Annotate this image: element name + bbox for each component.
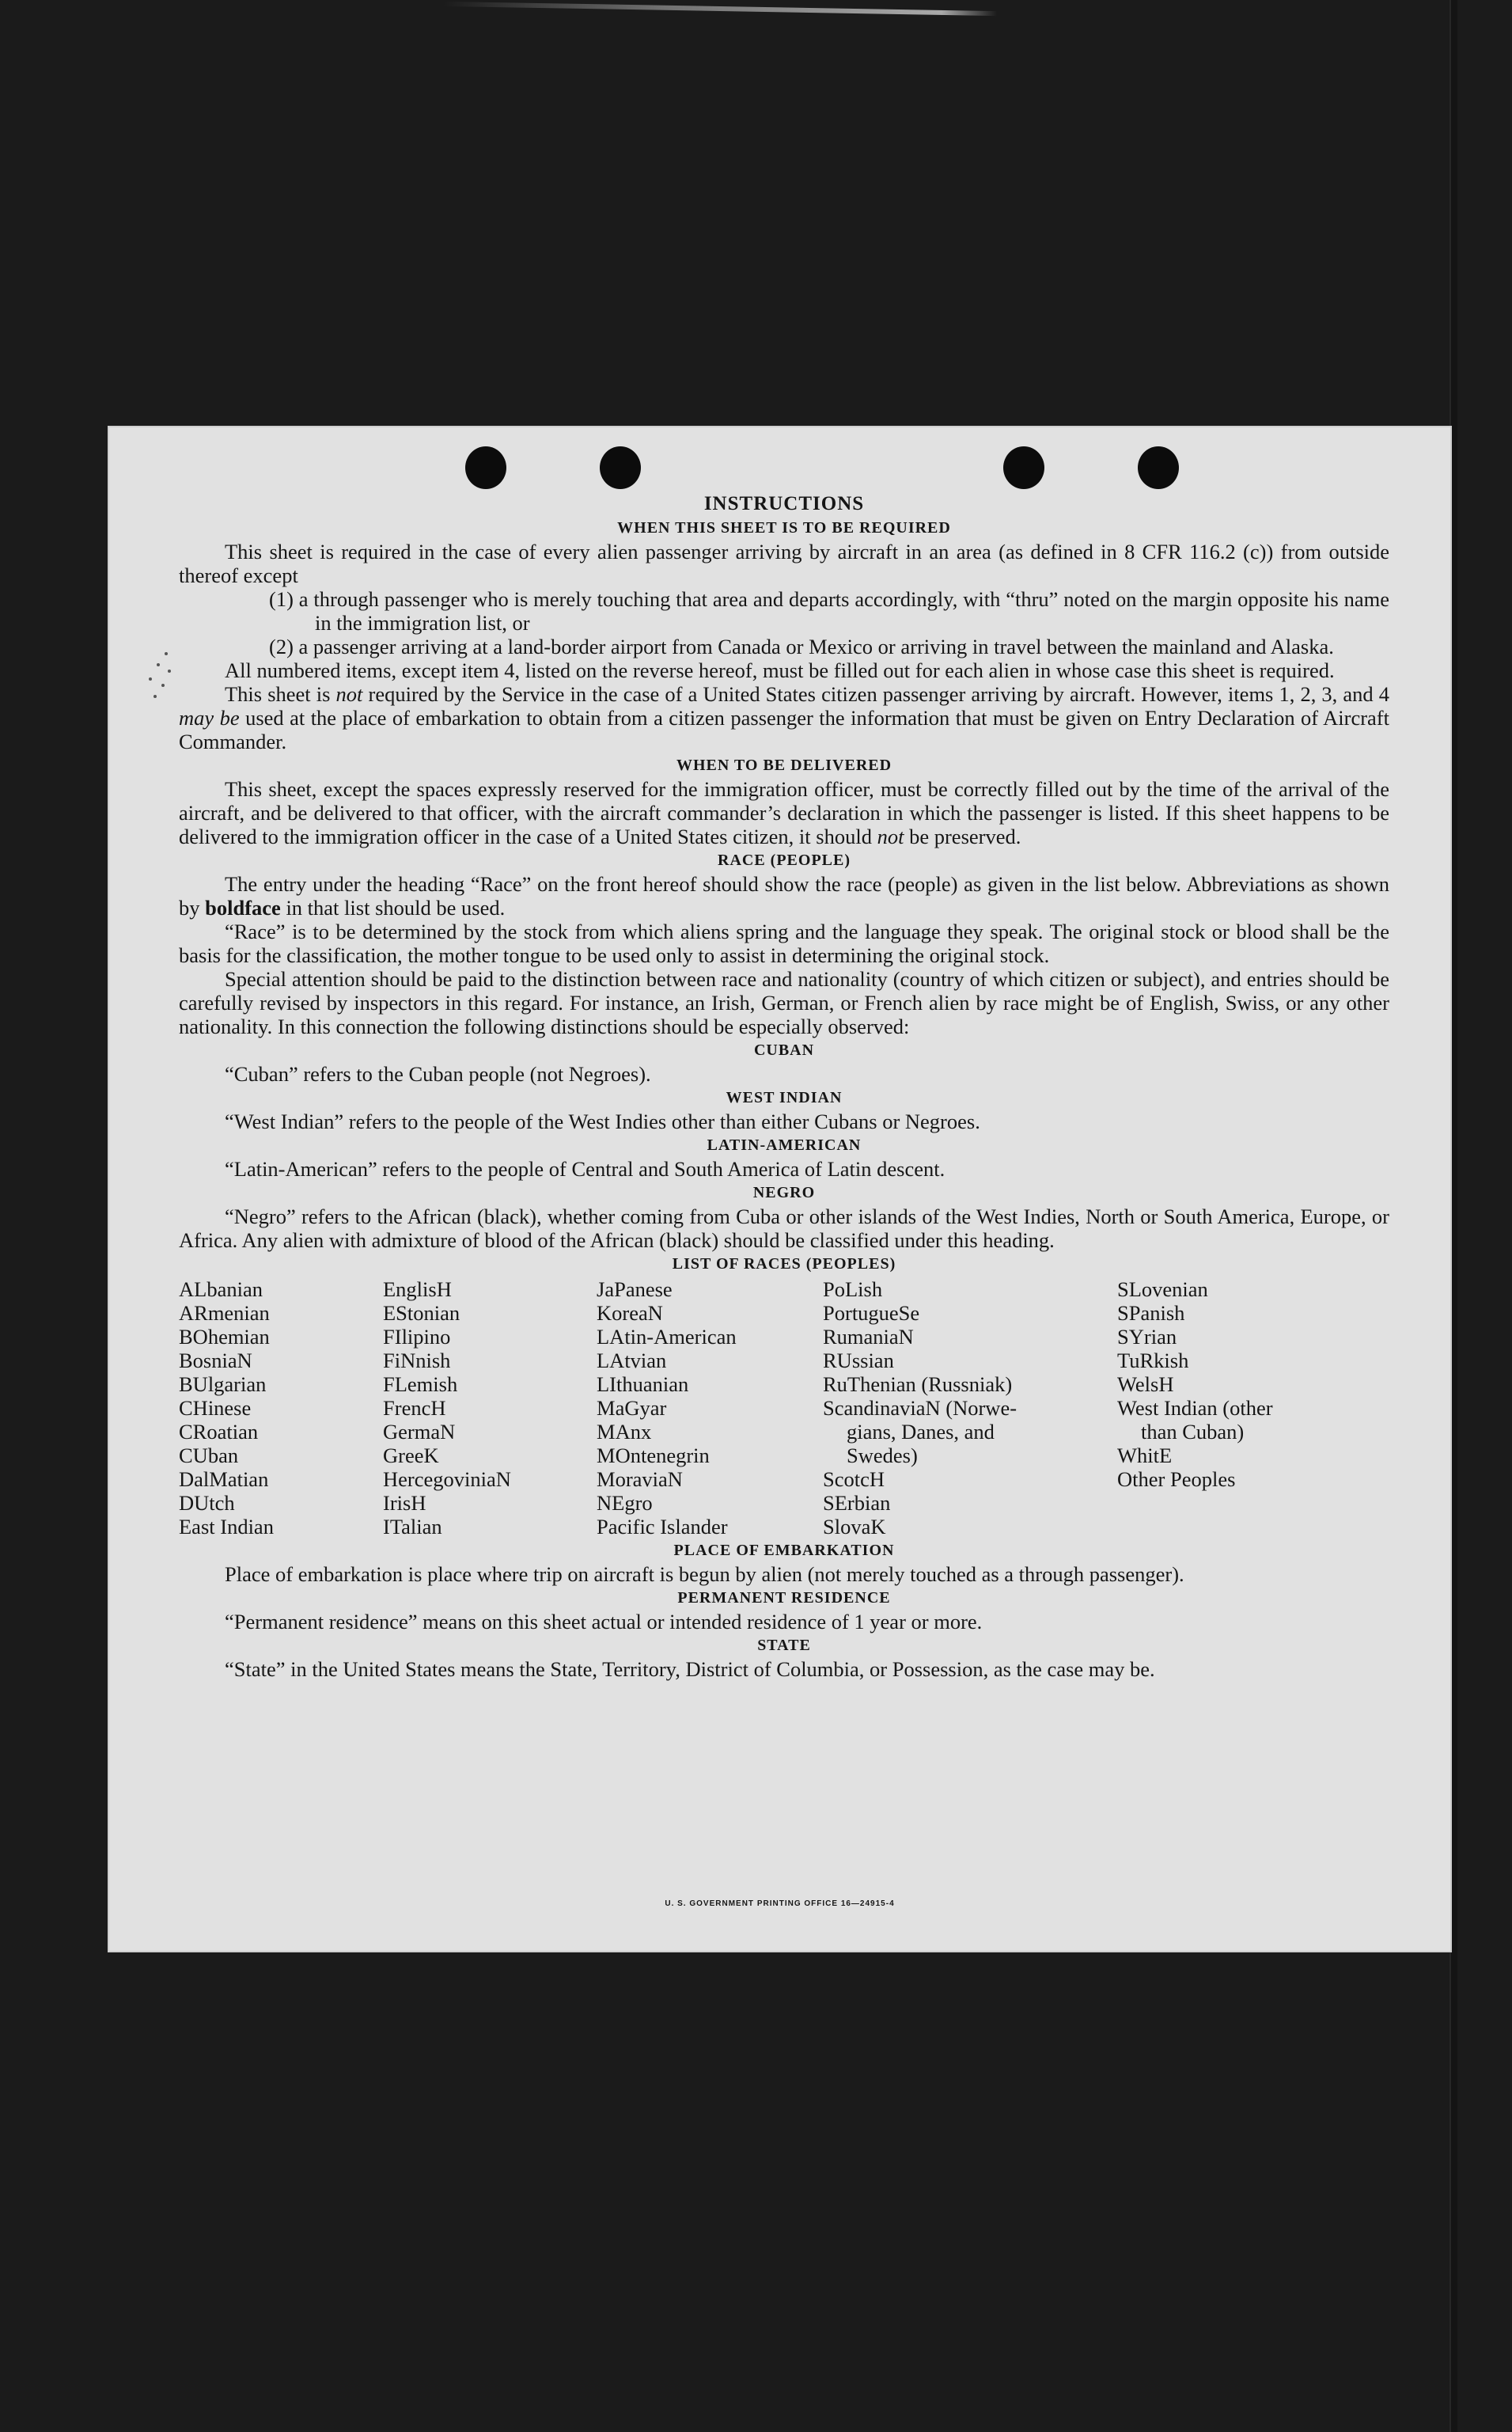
paragraph-state: “State” in the United States means the State, Territory, District of Columbia, or Possession, as the case may be.: [225, 1657, 1155, 1681]
race-entry: SErbian: [823, 1491, 891, 1515]
paragraph-required-intro: This sheet is required in the case of every alien passenger arriving by aircraft in an area (as defined in 8 CFR 116.2 (c)) from outside thereof except: [179, 540, 1389, 587]
race-entry: RUssian: [823, 1349, 894, 1372]
race-entry: BosniaN: [179, 1349, 252, 1372]
race-entry: ARmenian: [179, 1301, 270, 1325]
race-entry: ALbanian: [179, 1277, 263, 1301]
document-page: [109, 427, 1450, 1951]
race-entry: Pacific Islander: [597, 1515, 728, 1538]
paragraph-embarkation: Place of embarkation is place where trip on aircraft is begun by alien (not merely touched as a through passenger).: [225, 1562, 1184, 1586]
race-column-5: [1117, 1277, 1323, 1538]
heading-race: RACE (PEOPLE): [718, 852, 851, 869]
heading-latin-american: LATIN-AMERICAN: [707, 1136, 862, 1154]
race-entry: IrisH: [383, 1491, 426, 1515]
instructions-body: [179, 492, 1389, 1681]
paragraph-numbered-items: All numbered items, except item 4, listed on the reverse hereof, must be filled out for each alien in whose case this sheet is required.: [225, 658, 1335, 682]
punch-hole: [600, 446, 641, 489]
punch-hole: [1138, 446, 1179, 489]
race-entry: MOntenegrin: [597, 1444, 710, 1467]
race-entry: MoraviaN: [597, 1467, 683, 1491]
paragraph-race-entry: The entry under the heading “Race” on the front hereof should show the race (people) as given in the list below. Abbreviations as shown by boldface in that list should be used.: [179, 872, 1389, 920]
race-entry: ScandinaviaN (Norwe-: [823, 1396, 1017, 1420]
punch-hole: [465, 446, 506, 489]
race-entry: LIthuanian: [597, 1372, 689, 1396]
race-entry: SYrian: [1117, 1325, 1177, 1349]
paragraph-west-indian: “West Indian” refers to the people of the West Indies other than either Cubans or Negroes.: [225, 1110, 980, 1133]
race-entry: RumaniaN: [823, 1325, 914, 1349]
heading-when-delivered: WHEN TO BE DELIVERED: [676, 757, 892, 774]
paragraph-residence: “Permanent residence” means on this sheet actual or intended residence of 1 year or more.: [225, 1610, 983, 1633]
race-entry: FrencH: [383, 1396, 446, 1420]
race-entry: DUtch: [179, 1491, 235, 1515]
page-title: INSTRUCTIONS: [703, 493, 865, 514]
race-entry: EnglisH: [383, 1277, 452, 1301]
race-entry: DalMatian: [179, 1467, 269, 1491]
race-list: [179, 1277, 1389, 1538]
race-entry: NEgro: [597, 1491, 653, 1515]
heading-cuban: CUBAN: [753, 1041, 815, 1059]
paragraph-latin-american: “Latin-American” refers to the people of Central and South America of Latin descent.: [225, 1157, 945, 1181]
race-entry-continued: gians, Danes, and: [847, 1420, 995, 1444]
race-entry: WelsH: [1117, 1372, 1174, 1396]
race-entry: WhitE: [1117, 1444, 1173, 1467]
race-entry-continued: than Cuban): [1141, 1420, 1245, 1444]
heading-list-of-races: LIST OF RACES (PEOPLES): [672, 1255, 896, 1273]
paragraph-negro: “Negro” refers to the African (black), whether coming from Cuba or other islands of the West Indies, North or South America, Europe, or Africa. Any alien with admixture of blood of the African (black) should be classified under this heading.: [179, 1205, 1389, 1252]
heading-west-indian: WEST INDIAN: [726, 1089, 843, 1106]
race-entry: BOhemian: [179, 1325, 270, 1349]
race-entry: EStonian: [383, 1301, 460, 1325]
race-entry: West Indian (other: [1117, 1396, 1273, 1420]
race-entry: HercegoviniaN: [383, 1467, 511, 1491]
heading-residence: PERMANENT RESIDENCE: [677, 1589, 891, 1607]
paragraph-citizen: This sheet is not required by the Service in the case of a United States citizen passenger arriving by aircraft. However, items 1, 2, 3, and 4 may be used at the place of embarkation to obtain from a citizen passenger the information that must be given on Entry Declaration of Aircraft Commander.: [179, 682, 1389, 753]
race-entry: SPanish: [1117, 1301, 1185, 1325]
exception-item-1: (1) a through passenger who is merely touching that area and departs accordingly, with “thru” noted on the margin opposite his name in the immigration list, or: [269, 587, 1389, 635]
race-entry: BUlgarian: [179, 1372, 267, 1396]
race-entry: KoreaN: [597, 1301, 663, 1325]
race-entry: JaPanese: [597, 1277, 673, 1301]
heading-embarkation: PLACE OF EMBARKATION: [673, 1542, 895, 1559]
printing-office-footer: U. S. GOVERNMENT PRINTING OFFICE 16—24915-4: [665, 1899, 895, 1908]
heading-state: STATE: [757, 1637, 811, 1654]
race-entry: GreeK: [383, 1444, 439, 1467]
race-entry: RuThenian (Russniak): [823, 1372, 1013, 1396]
race-entry: PoLish: [823, 1277, 883, 1301]
punch-hole: [1003, 446, 1044, 489]
race-entry: SLovenian: [1117, 1277, 1208, 1301]
race-entry: TuRkish: [1117, 1349, 1189, 1372]
heading-when-required: WHEN THIS SHEET IS TO BE REQUIRED: [617, 519, 951, 537]
scan-edge-streak: [443, 2, 997, 16]
race-entry: East Indian: [179, 1515, 274, 1538]
race-entry: MaGyar: [597, 1396, 667, 1420]
scan-right-edge: [1449, 0, 1457, 2432]
heading-negro: NEGRO: [752, 1184, 816, 1201]
race-entry: FLemish: [383, 1372, 458, 1396]
race-entry: CRoatian: [179, 1420, 259, 1444]
race-entry: CHinese: [179, 1396, 252, 1420]
paragraph-race-stock: “Race” is to be determined by the stock from which aliens spring and the language they speak. The original stock or blood shall be the basis for the classification, the mother tongue to be used only to assist in determining the original stock.: [179, 920, 1389, 967]
paragraph-race-nationality: Special attention should be paid to the distinction between race and nationality (country of which citizen or subject), and entries should be carefully revised by inspectors in this regard. For instance, an Irish, German, or French alien by race might be of English, Swiss, or any other nationality. In this connection the following distinctions should be especially observed:: [179, 967, 1389, 1038]
race-column-1: [179, 1277, 383, 1538]
race-entry: SlovaK: [823, 1515, 886, 1538]
race-entry: Other Peoples: [1117, 1467, 1236, 1491]
race-column-2: [383, 1277, 597, 1538]
race-column-3: [597, 1277, 823, 1538]
race-entry: FIlipino: [383, 1325, 451, 1349]
race-entry: ScotcH: [823, 1467, 885, 1491]
race-entry: LAtin-American: [597, 1325, 737, 1349]
paragraph-cuban: “Cuban” refers to the Cuban people (not Negroes).: [225, 1062, 651, 1086]
race-column-4: [823, 1277, 1117, 1538]
race-entry: ITalian: [383, 1515, 442, 1538]
race-entry: PortugueSe: [823, 1301, 920, 1325]
race-entry-continued: Swedes): [847, 1444, 918, 1467]
race-entry: MAnx: [597, 1420, 652, 1444]
race-entry: FiNnish: [383, 1349, 451, 1372]
race-entry: CUban: [179, 1444, 239, 1467]
race-entry: GermaN: [383, 1420, 456, 1444]
exception-item-2: (2) a passenger arriving at a land-border airport from Canada or Mexico or arriving in travel between the mainland and Alaska.: [269, 635, 1334, 658]
paragraph-delivery: This sheet, except the spaces expressly reserved for the immigration officer, must be correctly filled out by the time of the arrival of the aircraft, and be delivered to that officer, with the aircraft commander’s declaration in which the passenger is listed. If this sheet happens to be delivered to the immigration officer in the case of a United States citizen, it should not be preserved.: [179, 777, 1389, 848]
race-entry: LAtvian: [597, 1349, 667, 1372]
